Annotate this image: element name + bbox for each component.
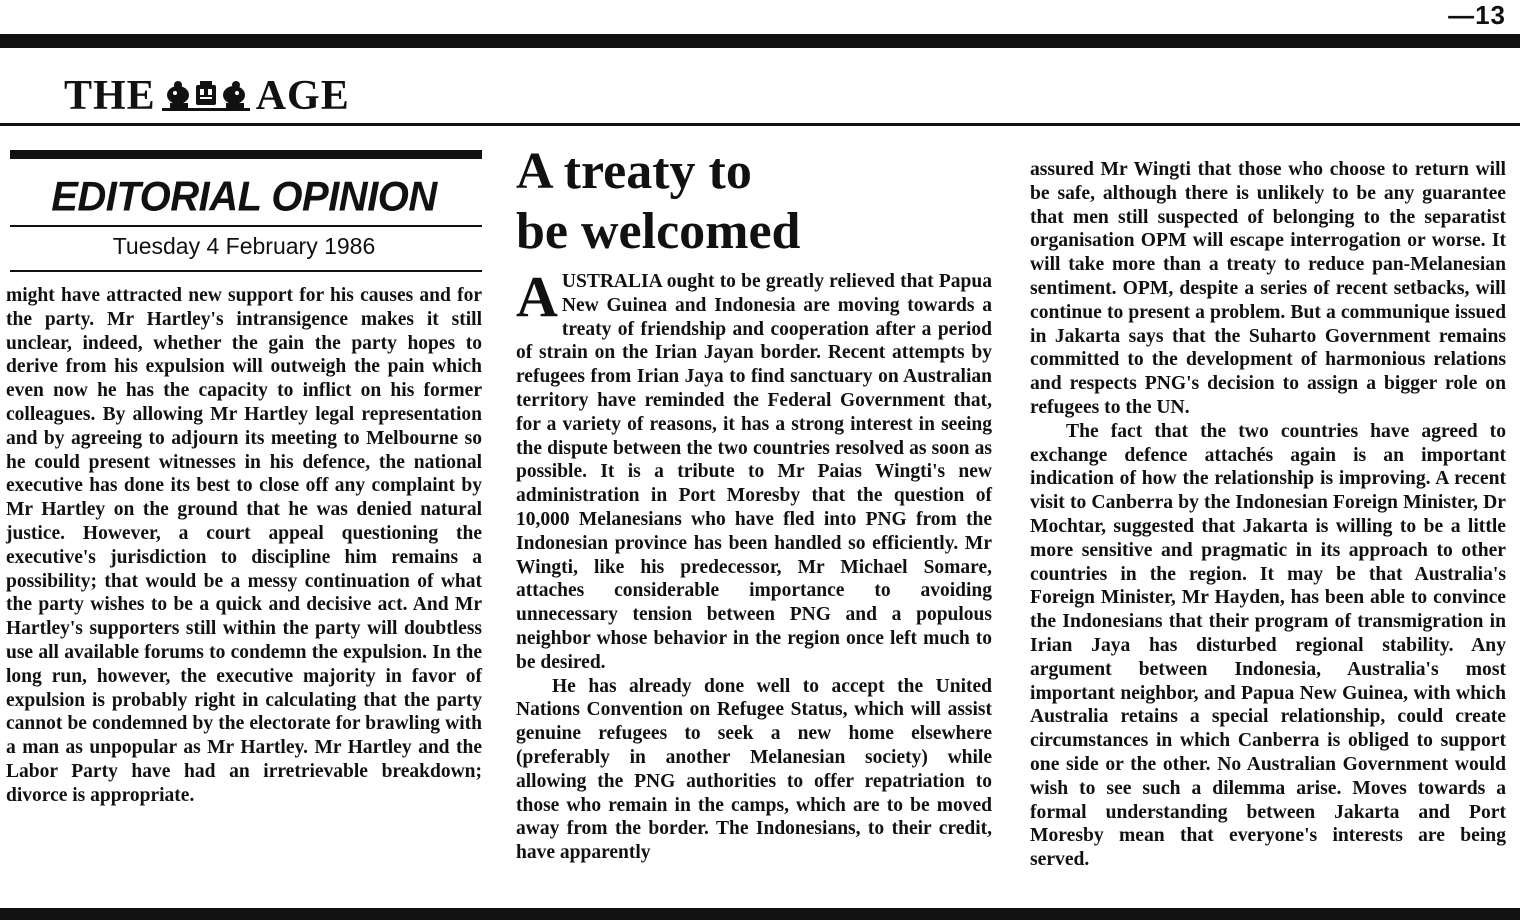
- coat-of-arms-crest-icon: [160, 79, 252, 113]
- masthead: [64, 72, 350, 120]
- article-paragraph-4: The fact that the two countries have agreed to exchange defence attachés again is an important indication of how the relationship is improving. A recent visit to Canberra by the Indonesian Foreign Minister, Dr Mochtar, suggested that Jakarta is willing to be a little more sensitive and pragmatic in its approach to other countries in the region. It may be that Australia's Foreign Minister, Mr Hayden, has been able to convince the Indonesians that their program of transmigration in Irian Jaya has disturbed regional stability. Any argument between Indonesia, Australia's most important neighbor, and Papua New Guinea, with which Australia retains a special relationship, could create circumstances in which Canberra is obliged to support one side or the other. No Australian Government would wish to see such a dilemma arise. Moves towards a formal understanding between Jakarta and Port Moresby mean that everyone's interests are being served.: [1030, 420, 1506, 871]
- headline-line1: A treaty to: [516, 143, 752, 200]
- article-paragraph-2: He has already done well to accept the United Nations Convention on Refugee Status, which will assist genuine refugees to seek a new home elsewhere (preferably in another Melanesian society) while allowing the PNG authorities to offer repatriation to those who remain in the camps, which are to be moved away from the border. The Indonesians, to their credit, have apparently: [516, 675, 992, 864]
- left-column: [6, 150, 482, 808]
- masthead-rule: [0, 123, 1520, 126]
- masthead-the: THE: [64, 73, 156, 119]
- section-rule-bottom: [10, 270, 482, 272]
- top-rule: [0, 34, 1520, 48]
- section-rule-mid: [10, 225, 482, 227]
- headline-line2: be welcomed: [516, 203, 801, 260]
- article-paragraph-1: [516, 264, 992, 675]
- page-number: —13: [1448, 0, 1506, 30]
- masthead-age: AGE: [255, 73, 350, 119]
- right-column: [1030, 158, 1506, 872]
- headline: [516, 142, 992, 262]
- section-rule-top: [10, 150, 482, 159]
- drop-cap: A: [516, 264, 558, 329]
- section-title: EDITORIAL OPINION: [51, 173, 437, 221]
- bottom-rule: [0, 908, 1520, 920]
- left-column-text: might have attracted new support for his causes and for the party. Mr Hartley's intransigence makes it still unclear, indeed, whether the gain the party hopes to derive from his expulsion will outweigh the pain which even now he has the capacity to inflict on his former colleagues. By allowing Mr Hartley legal representation and by agreeing to adjourn its meeting to Melbourne so he could present witnesses in his defence, the national executive has done its best to close off any complaint by Mr Hartley on the ground that he was denied natural justice. However, a court appeal questioning the executive's jurisdiction to discipline him remains a possibility; that would be a messy continuation of what the party wishes to be a quick and decisive act. And Mr Hartley's supporters still within the party will doubtless use all available forums to condemn the expulsion. In the long run, however, the executive majority in favor of expulsion is probably right in calculating that the party cannot be condemned by the electorate for brawling with a man as unpopular as Mr Hartley. Mr Hartley and the Labor Party have had an irretrievable breakdown; divorce is appropriate.: [6, 285, 482, 806]
- article-paragraph-1-text: USTRALIA ought to be greatly relieved that Papua New Guinea and Indonesia are moving towards a treaty of friendship and cooperation after a period of strain on the Irian Jayan border. Recent attempts by refugees from Irian Jaya to find sanctuary on Australian territory have reminded the Federal Government that, for a variety of reasons, it has a strong interest in seeing the dispute between the two countries resolved as soon as possible. It is a tribute to Mr Paias Wingti's new administration in Port Moresby that the question of 10,000 Melanesians who have fled into PNG from the Indonesian province has been handled so efficiently. Mr Wingti, like his predecessor, Mr Michael Somare, attaches considerable importance to avoiding unnecessary tension between PNG and a populous neighbor whose behavior in the region once left much to be desired.: [516, 271, 992, 673]
- middle-column: [516, 142, 992, 865]
- article-paragraph-3: assured Mr Wingti that those who choose to return will be safe, although there is unlikely to be any guarantee that men still suspected of belonging to the separatist organisation OPM will escape interrogation or worse. It will take more than a treaty to reduce pan-Melanesian sentiment. OPM, despite a series of recent setbacks, will continue to present a problem. But a communique issued in Jakarta says that the Suharto Government remains committed to the development of harmonious relations and respects PNG's decision to assign a bigger role on refugees to the UN.: [1030, 159, 1506, 418]
- date-line: Tuesday 4 February 1986: [112, 233, 376, 259]
